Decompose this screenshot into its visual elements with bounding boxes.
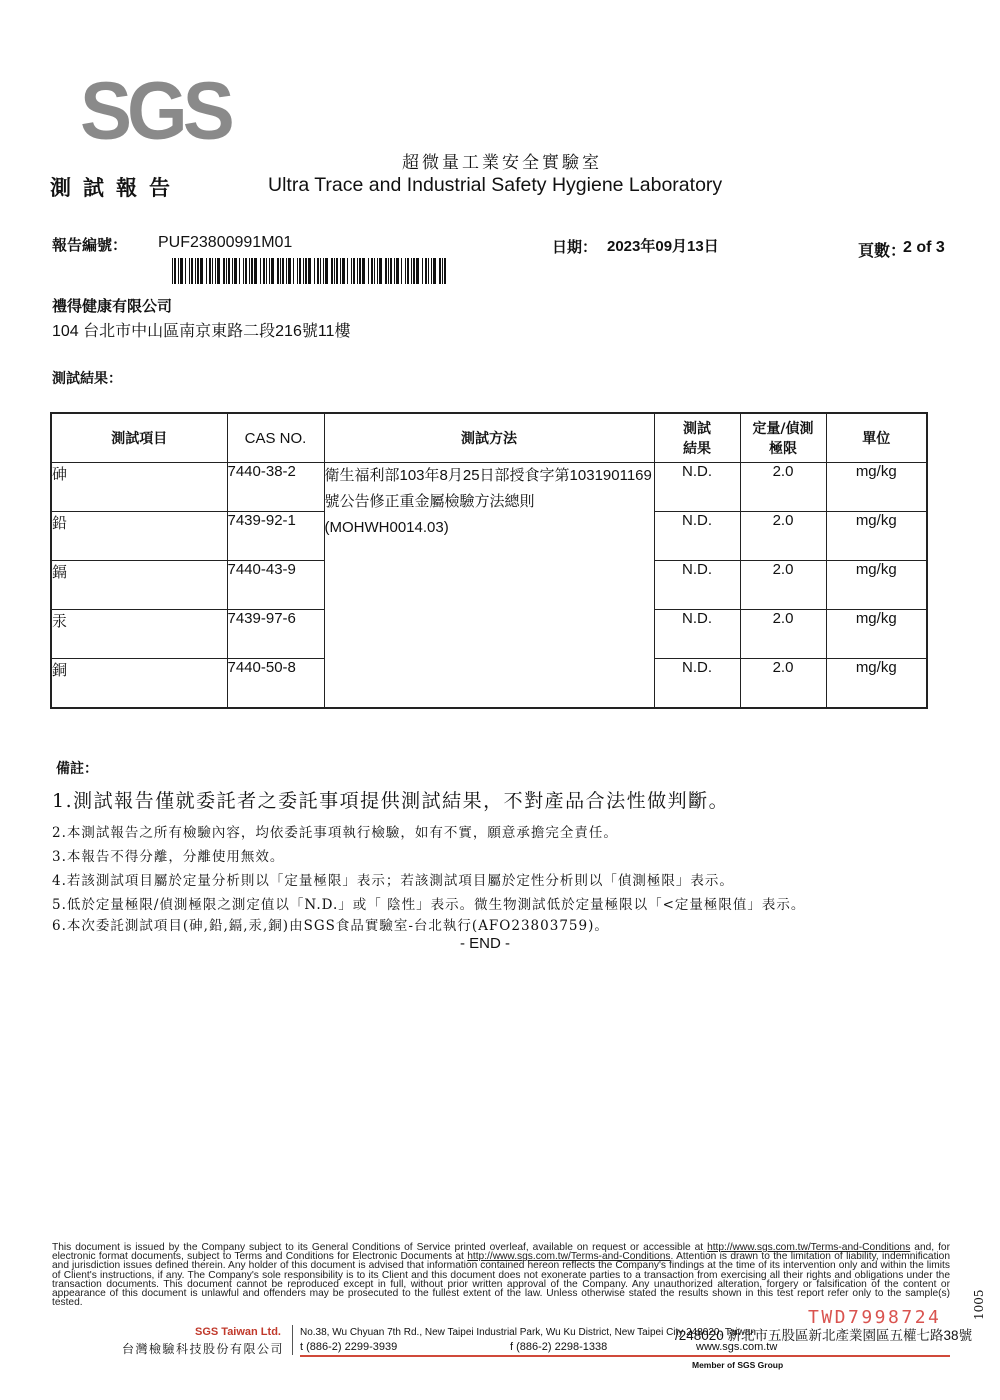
footer-divider [292,1325,293,1355]
reference-number: 1005 [972,1289,986,1320]
client-address: 104 台北市中山區南京東路二段216號11樓 [52,323,351,340]
note-item: 5.低於定量極限/偵測極限之測定值以「N.D.」或「 陰性」表示。微生物測試低於定量極限以「<定量極限值」表示。 [52,897,806,913]
row-unit: mg/kg [826,659,927,709]
row-item: 鉛 [51,512,227,561]
end-marker: - END - [460,935,510,952]
note-item: 2.本測試報告之所有檢驗內容，均依委託事項執行檢驗，如有不實，願意承擔完全責任。 [52,825,618,841]
row-unit: mg/kg [826,512,927,561]
company-name-en: SGS Taiwan Ltd. [195,1326,281,1338]
lab-name-cn: 超微量工業安全實驗室 [402,153,602,173]
row-result: N.D. [654,561,740,610]
company-address-zh: /248020 新北市五股區新北產業園區五權七路38號 [675,1328,973,1343]
footer-red-line [300,1355,950,1357]
row-item: 汞 [51,610,227,659]
results-table [50,412,928,709]
client-name: 禮得健康有限公司 [52,298,173,315]
header-result [654,413,740,463]
member-of-sgs: Member of SGS Group [692,1360,784,1370]
header-limit [740,413,826,463]
header-result-line2: 結果 [683,441,711,457]
note-item: 6.本次委託測試項目(砷,鉛,鎘,汞,銅)由SGS食品實驗室-台北執行(AFO23803759)。 [52,918,609,934]
page-count: 2 of 3 [903,239,945,256]
row-item: 鎘 [51,561,227,610]
website[interactable]: www.sgs.com.tw [696,1341,778,1353]
report-date: 2023年09月13日 [607,238,719,255]
row-unit: mg/kg [826,610,927,659]
row-cas: 7439-92-1 [227,512,324,561]
lab-name-en: Ultra Trace and Industrial Safety Hygiene Laboratory [268,174,723,196]
report-no: PUF23800991M01 [158,234,293,251]
header-limit-line1: 定量/偵測 [752,421,814,437]
serial-number: TWD7998724 [808,1307,942,1328]
electronic-terms-link[interactable]: http://www.sgs.com.tw/Terms-and-Conditions [467,1251,671,1263]
row-cas: 7440-38-2 [227,463,324,512]
row-result: N.D. [654,463,740,512]
header-result-line1: 測試 [683,421,711,437]
row-limit: 2.0 [740,610,826,659]
row-unit: mg/kg [826,463,927,512]
date-label: 日期： [552,239,598,256]
company-name-zh: 台灣檢驗科技股份有限公司 [122,1342,285,1356]
disclaimer-text-2: and, for electronic format documents, subject to Terms and Conditions for Electronic Documents at [52,1242,950,1263]
terms-link[interactable]: http://www.sgs.com.tw/Terms-and-Conditions [707,1242,911,1253]
report-no-label: 報告編號： [52,236,128,254]
row-result: N.D. [654,610,740,659]
note-item: 1.測試報告僅就委託者之委託事項提供測試結果，不對產品合法性做判斷。 [52,790,730,812]
notes-label: 備註： [56,761,98,777]
disclaimer-text-3: . Attention is drawn to the limitation of liability, indemnification and jurisdiction issues defined therein. Any holder of this document is advised that information contained hereon reflects the Company's findings at the time of its intervention only and within the limits of Client's instructions, if any. The Company's sole responsibility is to its Client and this document does not exonerate parties to a transaction from exercising all their rights and obligations under the transaction documents. This document cannot be reproduced except in full, without prior written approval of the Company. Any unauthorized alteration, forgery or falsification of the content or appearance of this document is unlawful and offenders may be prosecuted to the fullest extent of the law. Unless otherwise stated the results shown in this test report refer only to the sample(s) tested. [52,1251,950,1309]
row-limit: 2.0 [740,463,826,512]
row-limit: 2.0 [740,659,826,709]
table-header-row [51,413,927,463]
barcode [172,258,448,284]
table-row [51,463,927,512]
row-cas: 7440-43-9 [227,561,324,610]
report-title: 測試報告 [50,175,182,200]
test-method: 衛生福利部103年8月25日部授食字第1031901169號公告修正重金屬檢驗方法總則(MOHWH0014.03) [324,463,654,709]
header-unit: 單位 [826,413,927,463]
header-method: 測試方法 [324,413,654,463]
disclaimer [52,1243,950,1307]
company-address-en: No.38, Wu Chyuan 7th Rd., New Taipei Industrial Park, Wu Ku District, New Taipei City 248020, Taiwan [300,1327,756,1338]
note-item: 3.本報告不得分離，分離使用無效。 [52,849,285,865]
row-limit: 2.0 [740,561,826,610]
header-cas: CAS NO. [227,413,324,463]
row-item: 砷 [51,463,227,512]
page-label: 頁數： [858,243,907,260]
row-cas: 7440-50-8 [227,659,324,709]
results-label: 測試結果： [52,371,122,387]
note-item: 4.若該測試項目屬於定量分析則以「定量極限」表示；若該測試項目屬於定性分析則以「偵測極限」表示。 [52,873,734,889]
row-cas: 7439-97-6 [227,610,324,659]
telephone: t (886-2) 2299-3939 [300,1341,398,1353]
row-item: 銅 [51,659,227,709]
row-result: N.D. [654,659,740,709]
row-result: N.D. [654,512,740,561]
row-unit: mg/kg [826,561,927,610]
fax: f (886-2) 2298-1338 [510,1341,608,1353]
disclaimer-text-1: This document is issued by the Company subject to its General Conditions of Service printed overleaf, available on request or accessible at [52,1242,704,1253]
header-limit-line2: 極限 [769,441,797,457]
sgs-logo: SGS [80,63,230,157]
row-limit: 2.0 [740,512,826,561]
header-item: 測試項目 [51,413,227,463]
